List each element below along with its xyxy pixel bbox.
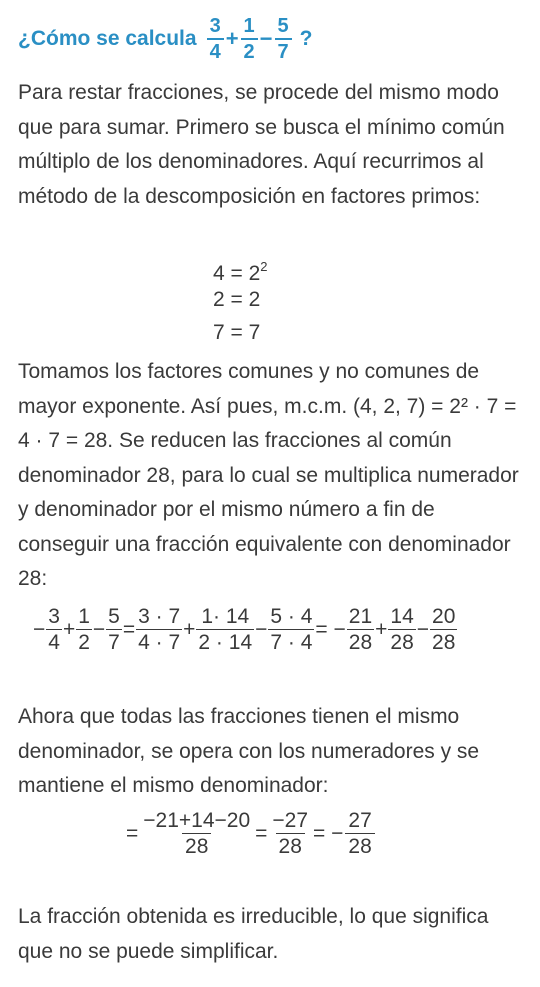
denominator: 4 · 7 — [138, 631, 181, 654]
denominator: 2 — [241, 38, 258, 62]
operator: + — [62, 617, 76, 641]
operator: − — [92, 617, 106, 641]
operator: = — [255, 821, 268, 845]
operator: − — [255, 617, 268, 641]
denominator: 4 — [48, 631, 60, 654]
operator: + — [225, 26, 239, 51]
numerator: 3 — [48, 605, 60, 628]
denominator: 28 — [345, 833, 374, 857]
denominator: 28 — [348, 631, 373, 654]
factorization-base: 7 = 7 — [213, 321, 261, 344]
operator: = − — [313, 821, 344, 845]
fraction — [268, 606, 314, 653]
numerator: 1· 14 — [201, 605, 250, 628]
factorization-line — [213, 250, 268, 284]
numerator: 20 — [432, 605, 456, 628]
conclusion-paragraph: La fracción obtenida es irreducible, lo que significa que no se puede simplificar. — [18, 905, 489, 963]
denominator: 7 — [108, 631, 120, 654]
numerator: 27 — [348, 809, 372, 832]
fraction — [347, 606, 374, 653]
title-fraction — [275, 16, 292, 62]
title-text: ¿Cómo se calcula — [18, 27, 197, 50]
operator: − — [259, 26, 273, 51]
denominator: 28 — [182, 833, 211, 857]
intro-paragraph: Para restar fracciones, se procede del mismo modo que para sumar. Primero se busca el mínimo común múltiplo de los denominadores. Aquí recurrimos al método de la descomposición en factores primos: — [18, 81, 505, 208]
common-denominator-paragraph: Ahora que todas las fracciones tienen el mismo denominador, se opera con los numeradores y se mantiene el mismo denominador: — [18, 705, 480, 797]
numerator: −21+14−20 — [143, 809, 251, 832]
denominator: 2 — [78, 631, 90, 654]
fraction — [345, 810, 374, 857]
numerator: −27 — [272, 809, 309, 832]
title-fraction — [207, 16, 224, 62]
factorization-line — [213, 283, 260, 317]
numerator: 5 — [108, 605, 120, 628]
denominator: 4 — [207, 38, 224, 62]
operator: + — [183, 617, 196, 641]
operator: − — [33, 617, 46, 641]
numerator: 1 — [243, 15, 255, 37]
fraction — [196, 606, 254, 653]
equivalent-fractions-equation — [32, 606, 457, 653]
denominator: 28 — [432, 631, 456, 654]
denominator: 7 · 4 — [270, 631, 313, 654]
numerator: 3 — [209, 15, 221, 37]
fraction — [46, 606, 62, 653]
numerator: 14 — [390, 605, 414, 628]
operator: = — [122, 617, 136, 641]
title-fraction — [241, 16, 258, 62]
denominator: 28 — [276, 833, 305, 857]
fraction — [388, 606, 415, 653]
fraction — [106, 606, 122, 653]
factorization-base: 4 = 2 — [213, 262, 261, 285]
numerator: 5 · 4 — [270, 605, 313, 628]
lcm-paragraph: Tomamos los factores comunes y no comunes de mayor exponente. Así pues, m.c.m. (4, 2, 7) = 2² · 7 = 4 · 7 = 28. Se reducen las fracciones al común denominador 28, para lo cual se multiplica numerador y denominador por el mismo número a fin de conseguir una fracción equivalente con denominador 28: — [18, 360, 519, 590]
numerator: 21 — [348, 605, 373, 628]
fraction — [76, 606, 92, 653]
denominator: 2 · 14 — [198, 631, 253, 654]
fraction — [140, 810, 253, 857]
operator: − — [416, 617, 430, 641]
denominator: 28 — [390, 631, 414, 654]
result-equation — [124, 810, 375, 857]
denominator: 7 — [275, 38, 292, 62]
question-mark: ? — [299, 27, 313, 50]
factorization-line — [213, 316, 260, 350]
numerator: 1 — [78, 605, 90, 628]
operator: = — [126, 821, 139, 845]
page-title — [18, 8, 312, 70]
fraction — [269, 810, 311, 857]
fraction — [430, 606, 457, 653]
numerator: 5 — [277, 15, 289, 37]
operator: = − — [315, 617, 346, 641]
operator: + — [375, 617, 388, 641]
factorization-base: 2 = 2 — [213, 288, 261, 311]
numerator: 3 · 7 — [138, 605, 181, 628]
fraction — [136, 606, 182, 653]
factorization-exponent: 2 — [260, 259, 268, 274]
